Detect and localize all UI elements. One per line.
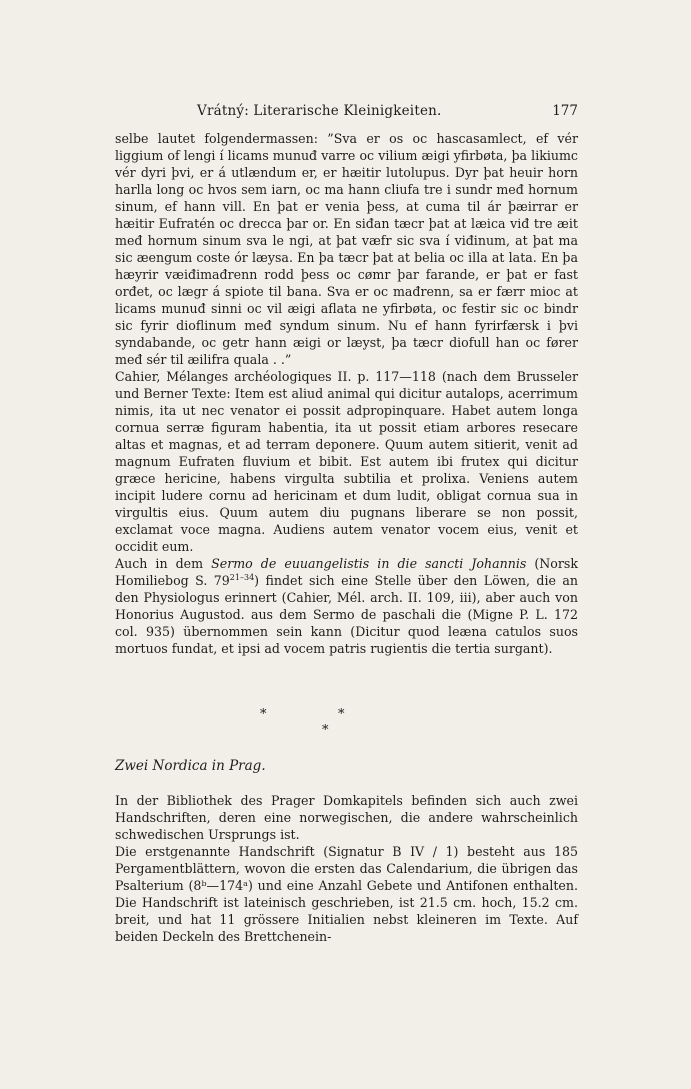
star-bottom: * (322, 723, 329, 738)
section-paragraph-2: Die erstgenannte Handschrift (Signatur B IV / 1) besteht aus 185 Pergamentblättern, wovon die ersten das Calendarium, die übrigen das Psalterium (8ᵇ—174ᵃ) und eine Anzahl Gebete und Antifonen enthalten. Die Handschrift ist lateinisch geschrieben, ist 21.5 cm. hoch, 15.2 cm. breit, und hat 11 grössere Initialien nebst kleineren im Texte. Auf beiden Deckeln des Brettchenein- (115, 844, 578, 944)
section-title: Zwei Nordica in Prag. (115, 758, 266, 774)
sermo-pre: Auch in dem (115, 556, 212, 571)
paragraph-cahier: Cahier, Mélanges archéologiques II. p. 117—118 (nach dem Brusseler und Berner Texte: Item est aliud animal qui dicitur autalops, acerrimum nimis, ita ut nec venator ei possit adpropinquare. Habet autem longa cornua serræ figuram habentia, ita ut possit etiam arbores resecare altas et magnas, et ad terram deponere. Quum autem sitierit, venit ad magnum Eufraten fluvium et bibit. Est autem ibi frutex qui dicitur græce hericine, habens virgulta subtilia et prolixa. Veniens autem incipit ludere cornu ad hericinam et dum ludit, obligat cornua sua in virgultis eius. Quum autem diu pugnans liberare se non possit, exclamat voce magna. Audiens autem venator vocem eius, venit et occidit eum. (115, 369, 578, 554)
star-right: * (338, 707, 345, 722)
sermo-mid: (Norsk Homiliebog S. 79 (115, 556, 578, 588)
sermo-sup: 21–34 (229, 572, 255, 582)
sermo-post: ) findet sich eine Stelle über den Löwen, die an den Physiologus erinnert (Cahier, Mél. arch. II. 109, iii), aber auch von Honorius Augustod. aus dem Sermo de paschali die (Migne P. L. 172 col. 935) übernommen sein kann (Dicitur quod leæna catulos suos mortuos fundat, et ipsi ad vocem patris rugientis die tertia surgant). (115, 573, 578, 656)
section-text (115, 792, 578, 945)
paragraph-norse-quote: selbe lautet folgendermassen: ”Sva er os oc hascasamlect, ef vér liggium of lengi í licams munuđ varre oc vilium æigi yfirbøta, þa likiumc vér dyri þvi, er á utlændum er, er hæitir lutolupus. Dyr þat heuir horn harlla long oc hvos sem iarn, oc ma hann cliufa tre i sundr međ hornum sinum, ef hann vill. En þat er venia þess, at cuma til ár þæirrar er hæitir Eufratén oc drecca þar or. En siđan tæcr þat at læica viđ tre æit međ hornum sinum sva le ngi, at þat væfr sic sva í viđinum, at þat ma sic æengum coste ór læysa. En þa tæcr þat at belia oc illa at lata. En þa hæyrir væiđimađrenn rodd þess oc cømr þar farande, er þat er fast orđet, oc lægr á spiote til bana. Sva er oc mađrenn, sa er færr mioc at licams munuđ sinni oc vil æigi aflata ne yfirbøta, oc festir sic oc bindr sic fyrir dioflinum međ syndum sinum. Nu ef hann fyrirfærsk i þvi syndabande, oc getr hann æigi or læyst, þa tæcr diofull han oc fører međ sér til æilifra quala . .” (115, 131, 578, 367)
main-text (115, 130, 578, 657)
page-number: 177 (552, 103, 578, 119)
star-left: * (260, 707, 267, 722)
paragraph-sermo (115, 555, 578, 657)
sermo-title: Sermo de euuangelistis in die sancti Johannis (211, 556, 527, 571)
section-paragraph-1: In der Bibliothek des Prager Domkapitels befinden sich auch zwei Handschriften, deren eine norwegischen, die andere wahrscheinlich schwedischen Ursprungs ist. (115, 793, 578, 842)
running-title: Vrátný: Literarische Kleinigkeiten. (197, 103, 442, 119)
section-separator (260, 707, 380, 737)
